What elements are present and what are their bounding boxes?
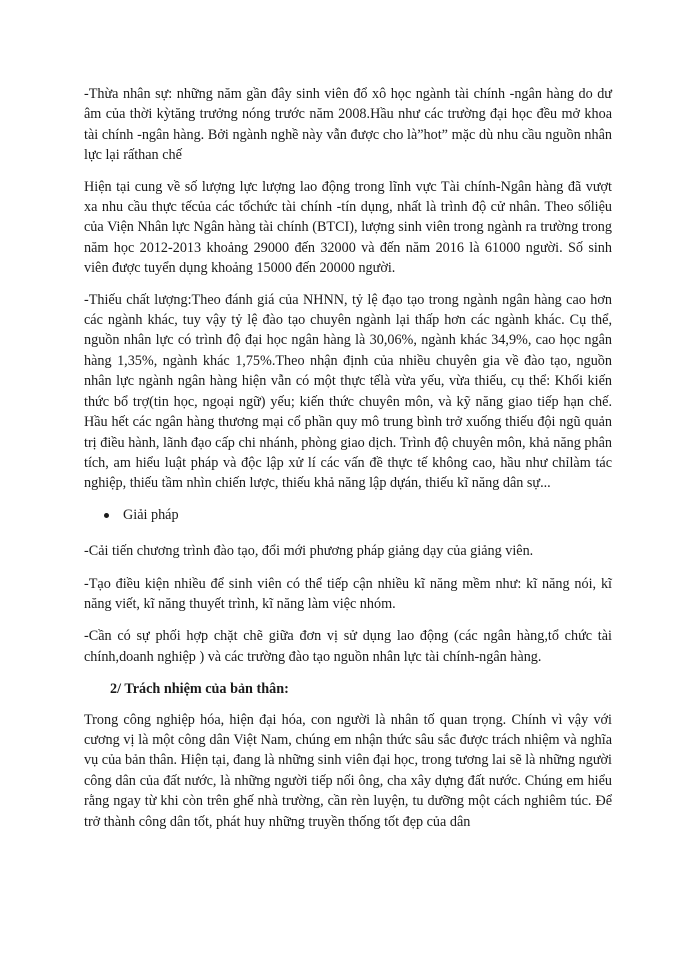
- paragraph-labor-supply: Hiện tại cung về số lượng lực lượng lao động trong lĩnh vực Tài chính-Ngân hàng đã vượt xa nhu cầu thực tếcủa các tổchức tài chính -tín dụng, nhất là trình độ cử nhân. Theo sốliệu của Viện Nhân lực Ngân hàng tài chính (BTCI), lượng sinh viên trong ngành ra trường trong năm học 2012-2013 khoảng 29000 đến 32000 và đến năm 2016 là 61000 người. Số sinh viên được tuyển dụng khoảng 15000 đến 20000 người.: [84, 178, 612, 277]
- paragraph-surplus-staff: -Thừa nhân sự: những năm gần đây sinh viên đổ xô học ngành tài chính -ngân hàng do dư âm của thời kỳtăng trưởng nóng trước năm 2008.Hầu như các trường đại học đều mở khoa tài chính -ngân hàng. Bởi ngành nghề này vẫn được cho là”hot” mặc dù nhu cầu nguồn nhân lực lại rấthan chế: [84, 86, 612, 164]
- solution-item: -Cải tiến chương trình đào tạo, đổi mới phương pháp giảng dạy của giảng viên.: [84, 543, 534, 560]
- solution-item: -Cần có sự phối hợp chặt chẽ giữa đơn vị sử dụng lao động (các ngân hàng,tổ chức tài chính,doanh nghiệp ) và các trường đào tạo nguồn nhân lực tài chính-ngân hàng.: [84, 628, 612, 665]
- paragraph-quality-shortage: -Thiếu chất lượng:Theo đánh giá của NHNN, tỷ lệ đạo tạo trong ngành ngân hàng cao hơn các ngành khác, tuy vậy tỷ lệ đào tạo chuyên ngành lại thấp hơn các ngành khác. Cụ thể, nguồn nhân lực có trình độ đại học ngân hàng là 30,06%, ngành khác 34,9%, cao học ngân hàng 1,35%, ngành khác 1,75%.Theo nhận định của nhiều chuyên gia về đào tạo, nguồn nhân lực ngành ngân hàng hiện vẫn có một thực tếlà vừa yếu, vừa thiếu, cụ thể: Khối kiến thức bổ trợ(tin học, ngoại ngữ) yếu; kiến thức chuyên môn, và kỹ năng giao tiếp hạn chế. Hầu hết các ngân hàng thương mại cổ phần quy mô trung bình trở xuống thiếu đội ngũ quản trị điều hành, lãnh đạo cấp chi nhánh, phòng giao dịch. Trình độ chuyên môn, khả năng phân tích, am hiểu luật pháp và độc lập xử lí các vấn đề thực tế không cao, hầu như chỉlàm tác nghiệp, thiếu tầm nhìn chiến lược, thiếu khả năng lập dựán, thiếu kĩ năng dân sự...: [84, 291, 612, 492]
- bullet-label: Giải pháp: [123, 506, 179, 523]
- bullet-dot-icon: [104, 513, 109, 518]
- bullet-solutions: [104, 505, 612, 525]
- section-heading: 2/ Trách nhiệm của bản thân:: [110, 681, 289, 698]
- paragraph-responsibility: Trong công nghiệp hóa, hiện đại hóa, con người là nhân tố quan trọng. Chính vì vậy với cương vị là một công dân Việt Nam, chúng em nhận thức sâu sắc được trách nhiệm và nghĩa vụ của bản thân. Hiện tại, đang là những sinh viên đại học, trong tương lai sẽ là những người công dân của đất nước, là những người tiếp nối ông, cha xây dựng đất nước. Chúng em hiểu rằng ngay từ khi còn trên ghế nhà trường, cần rèn luyện, tu dưỡng một cách nghiêm túc. Để trở thành công dân tốt, phát huy những truyền thống tốt đẹp của dân: [84, 711, 612, 830]
- solution-item: -Tạo điều kiện nhiều để sinh viên có thể tiếp cận nhiều kĩ năng mềm như: kĩ năng nói, kĩ năng viết, kĩ năng thuyết trình, kĩ năng làm việc nhóm.: [84, 575, 612, 612]
